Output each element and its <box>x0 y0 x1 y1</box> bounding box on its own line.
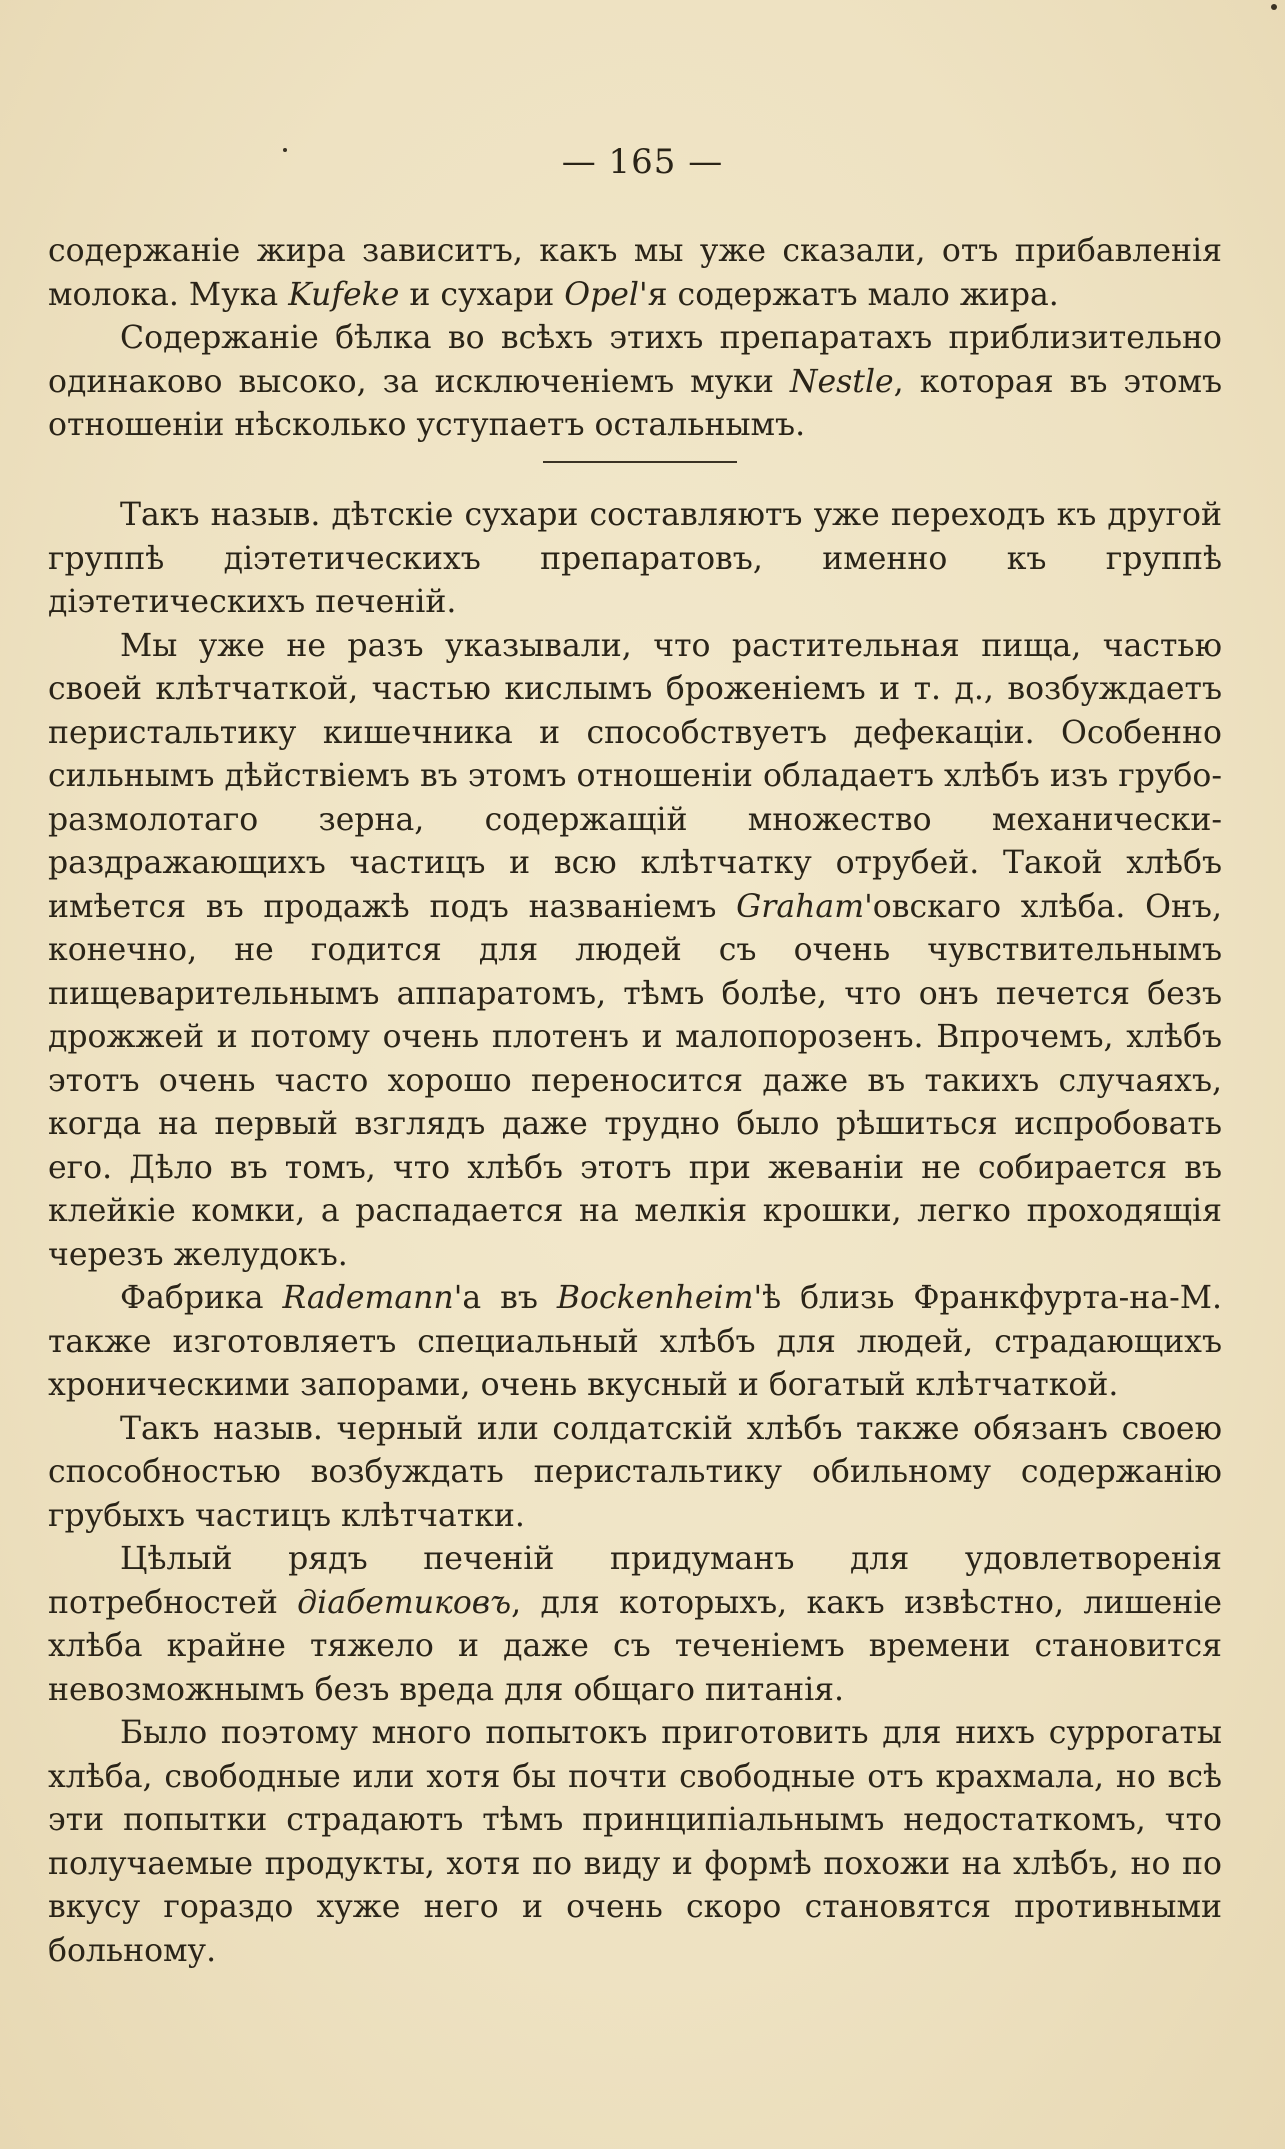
text-run: 'я содержатъ мало жира. <box>639 276 1059 313</box>
text-run: , которая въ этомъ отношеніи нѣсколько уступаетъ остальнымъ. <box>48 363 1223 443</box>
paragraph-fat-content <box>48 230 1222 317</box>
place-bockenheim: Bockenheim <box>556 1280 754 1316</box>
text-block-main <box>48 494 1222 1973</box>
text-run: Содержаніе бѣлка во всѣхъ этихъ препаратахъ приблизительно одинаково высоко, за исключеніемъ муки <box>48 320 1222 400</box>
text-run: и сухари <box>399 276 565 313</box>
brand-kufeke: Kufeke <box>288 276 400 313</box>
text-run: содержаніе жира зависитъ, какъ мы уже сказали, отъ прибавленія молока. Мука <box>48 233 1222 313</box>
section-divider <box>543 461 737 463</box>
paragraph-black-bread: Такъ назыв. черный или солдатскій хлѣбъ также обязанъ своею способностью возбуждать перистальтику обильному содержанію грубыхъ частицъ клѣтчатки. <box>48 1410 1222 1534</box>
print-speck <box>1271 4 1277 10</box>
text-block-top <box>48 230 1222 448</box>
text-run: Фабрика <box>120 1280 283 1316</box>
text-run: 'овскаго хлѣба. Онъ, конечно, не годится для людей съ очень чувствительнымъ пищеварительнымъ аппаратомъ, тѣмъ болѣе, что онъ печется безъ дрожжей и потому очень плотенъ и малопорозенъ. Впрочемъ, хлѣбъ этотъ очень часто хорошо переносится даже въ такихъ случаяхъ, когда на первый взглядъ даже трудно было рѣшиться испробовать его. Дѣло въ томъ, что хлѣбъ этотъ при жеваніи не собирается въ клейкіе комки, а распадается на мелкія крошки, легко проходящія черезъ желудокъ. <box>48 888 1222 1273</box>
text-run: 'ѣ близь Франкфурта-на-М. также изготовляетъ специальный хлѣбъ для людей, страдающихъ хроническими запорами, очень вкусный и богатый клѣтчаткой. <box>48 1280 1222 1403</box>
term-diabetics: діабетиковъ <box>297 1584 512 1621</box>
paragraph-childrens-rusks: Такъ назыв. дѣтскіе сухари составляютъ уже переходъ къ другой группѣ діэтетическихъ препаратовъ, именно къ группѣ діэтетическихъ печеній. <box>48 497 1222 620</box>
text-run: Мы уже не разъ указывали, что растительная пища, частью своей клѣтчаткой, частью кислымъ броженіемъ и т. д., возбуждаетъ перистальтику кишечника и способствуетъ дефекаціи. Особенно сильнымъ дѣйствіемъ въ этомъ отношеніи обладаетъ хлѣбъ изъ груборазмолотаго зерна, содержащій множество механически-раздражающихъ частицъ и всю клѣтчатку отрубей. Такой хлѣбъ имѣется въ продажѣ подъ названіемъ <box>48 627 1222 925</box>
paragraph-bread-surrogates: Было поэтому много попытокъ приготовить для нихъ суррогаты хлѣба, свободные или хотя бы почти свободные отъ крахмала, но всѣ эти попытки страдаютъ тѣмъ принципіальнымъ недостаткомъ, что получаемые продукты, хотя по виду и формѣ похожи на хлѣбъ, но по вкусу гораздо хуже него и очень скоро становятся противными больному. <box>48 1715 1222 1969</box>
text-run: 'а въ <box>453 1280 557 1316</box>
paragraph-protein-content <box>48 317 1222 448</box>
brand-nestle: Nestle <box>789 363 894 400</box>
text-run: , для которыхъ, какъ извѣстно, лишеніе хлѣба крайне тяжело и даже съ теченіемъ времени становится невозможнымъ безъ вреда для общаго питанія. <box>48 1584 1222 1708</box>
paragraph-graham-bread <box>48 625 1222 1278</box>
name-rademann: Rademann <box>282 1280 454 1316</box>
brand-opel: Opel <box>564 276 640 313</box>
paragraph-diabetics <box>48 1538 1222 1712</box>
paragraph-rademann-factory <box>48 1277 1222 1408</box>
page-number: — 165 — <box>561 142 724 182</box>
name-graham: Graham <box>736 888 865 925</box>
text-run: Цѣлый рядъ печеній придуманъ для удовлетворенія потребностей <box>48 1541 1222 1621</box>
